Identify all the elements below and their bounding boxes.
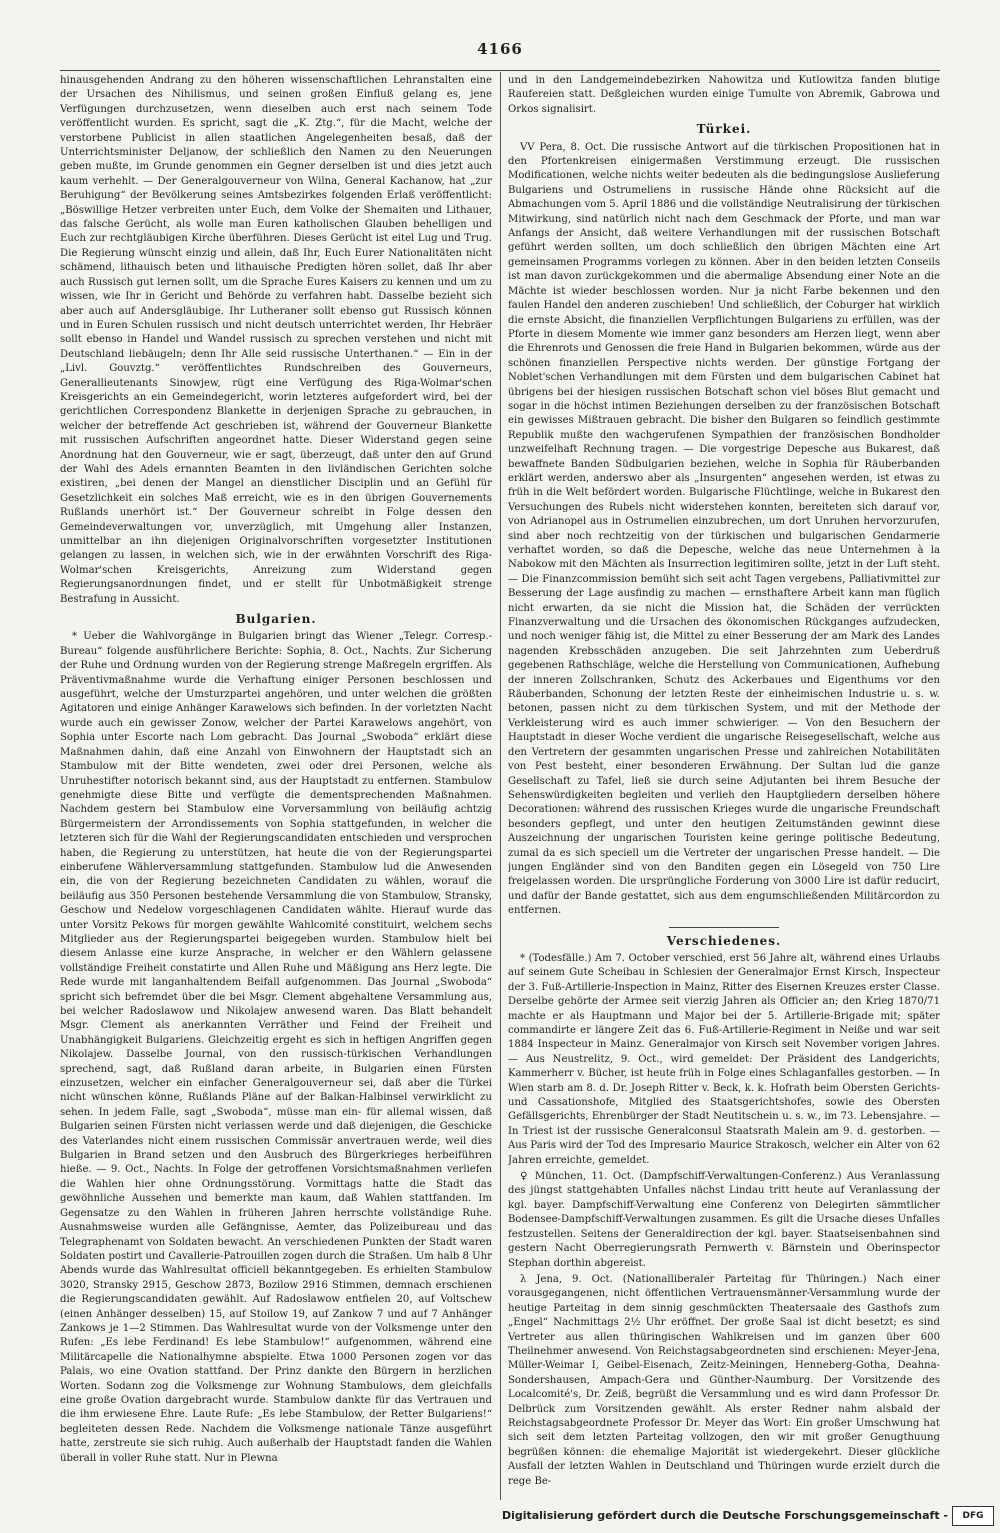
top-rule — [60, 70, 940, 71]
article-paragraph: hinausgehenden Andrang zu den höheren wissenschaftlichen Lehranstalten eine der Ursachen des Nihilismus, und seinen großen Einfluß gelang es, jene Verfügungen durchzusetzen, wenn dieselben auch erst nach seinem Tode veröffentlicht wurden. Es spricht, sagt die „K. Ztg.“, für die Macht, welche der verstorbene Publicist in allen staatlichen Angelegenheiten besaß, daß der Unterrichtsminister Deljanow, der schließlich den Namen zu den Neuerungen geben mußte, im Grunde genommen ein Gegner derselben ist und dies jetzt auch kaum verhehlt. — Der Generalgouverneur von Wilna, General Kachanow, hat „zur Beruhigung“ der Bevölkerung seines Amtsbezirkes folgenden Erlaß veröffentlicht: „Böswillige Hetzer verbreiten unter Euch, dem Volke der Shemaiten und Lithauer, das falsche Gerücht, als wolle man Euren katholischen Glauben behelligen und Euch zur rechtgläubigen Kirche überführen. Dieses Gerücht ist eitel Lug und Trug. Die Regierung wünscht einzig und allein, daß Ihr, Euch Eurer Nationalitäten nicht schämend, lithauisch beten und lithauische Predigten hören sollet, daß Ihr aber auch Russisch gut lernen sollt, um die Sprache Eures Kaisers zu kennen und um zu wissen, wie Ihr in Gericht und Behörde zu verfahren habt. Dasselbe bezieht sich aber auch auf Andersgläubige. Ihr Lutheraner sollt ebenso gut Russisch können und in Euren Schulen russisch und nicht deutsch unterrichtet werden, Ihr Hebräer sollt ebenso in Handel und Wandel russisch zu sprechen verstehen und nicht mit Deutschland liebäugeln; denn Ihr Alle seid russische Unterthanen.“ — Ein in der „Livl. Gouvztg.“ veröffentlichtes Rundschreiben des Gouverneurs, Generallieutenants Sinowjew, rügt eine Verfügung des Riga-Wolmar'schen Kreisgerichts an ein Gemeindegericht, worin letzteres aufgefordert wird, bei der gerichtlichen Correspondenz Blankette in derjenigen Sprache zu gebrauchen, in welcher der betreffende Act geschrieben ist, während der Gouverneur Blankette mit russischen Aufschriften angeordnet hatte. Dieser Widerstand gegen seine Anordnung hat den Gouverneur, wie er sagt, überzeugt, daß unter den auf Grund der Wahl des Adels ernannten Beamten in den livländischen Gerichten solche existiren, „bei denen der Mangel an dienstlicher Disciplin und an Gefühl für Gesetzlichkeit ein solches Maß erreicht, wie es in den übrigen Gouvernements Rußlands unerhört ist.“ Der Gouverneur schreibt in Folge dessen den Gemeindeverwaltungen vor, unverzüglich, mit Umgehung aller Instanzen, unmittelbar an ihn diejenigen Originalvorschriften vorgesetzter Institutionen gelangen zu lassen, in welchen sich, wie in der erwähnten Vorschrift des Riga-Wolmar'schen Kreisgerichts, Anreizung zum Widerstand gegen Regierungsanordnungen findet, und er stellt für Unbotmäßigkeit strenge Bestrafung in Aussicht. — [60, 75, 492, 605]
section-heading-turkey: Türkei. — [696, 122, 752, 137]
section-heading-misc: Verschiedenes. — [666, 933, 782, 948]
article-paragraph: ♀ München, 11. Oct. (Dampfschiff-Verwaltungen-Conferenz.) Aus Veranlassung des jüngst stattgehabten Unfalles nächst Lindau tritt heute auf Veranlassung der kgl. bayer. Dampfschiff-Verwaltung eine Conferenz von Delegirten sämmtlicher Bodensee-Dampfschiff-Verwaltungen zusammen. Es gilt die Ursache dieses Unfalles festzustellen. Seitens der Generaldirection der kgl. bayer. Staatseisenbahnen sind gestern Nacht Oberregierungsrath Pernwerth v. Bärnstein und Oberinspector Stephan dorthin abgereist. — [508, 1171, 940, 1269]
left-column — [60, 74, 492, 1498]
footer-credit: Digitalisierung gefördert durch die Deutsche Forschungsgemeinschaft - — [501, 1509, 948, 1522]
dfg-logo: DFG — [952, 1506, 994, 1526]
article-paragraph: und in den Landgemeindebezirken Nahowitza und Kutlowitza fanden blutige Raufereien statt. Deßgleichen wurden einige Tumulte von Abremik, Gabrowa und Orkos signalisirt. — [508, 75, 940, 115]
column-divider — [500, 72, 501, 1500]
right-column — [508, 74, 940, 1498]
article-paragraph: * (Todesfälle.) Am 7. October verschied, erst 56 Jahre alt, während eines Urlaubs auf seinem Gute Scheibau in Schlesien der Generalmajor Ernst Kirsch, Inspecteur der 3. Fuß-Artillerie-Inspection in Mainz, Ritter des Eisernen Kreuzes erster Classe. Derselbe gehörte der Armee seit vierzig Jahren als Officier an; den Krieg 1870/71 machte er als Hauptmann und Major bei der 5. Artillerie-Brigade mit; später commandirte er längere Zeit das 6. Fuß-Artillerie-Regiment in Neiße und war seit 1884 Inspecteur in Mainz. Generalmajor von Kirsch seit November vorigen Jahres. — Aus Neustrelitz, 9. Oct., wird gemeldet: Der Präsident des Landgerichts, Kammerherr v. Bücher, ist heute früh in Folge eines Schlaganfalles gestorben. — In Wien starb am 8. d. Dr. Joseph Ritter v. Beck, k. k. Hofrath beim Obersten Gerichts- und Cassationshofe, Mitglied des Staatsgerichtshofes, sowie des Obersten Gefällsgerichts, Ehrenbürger der Stadt Neutitschein u. s. w., im 73. Lebensjahre. — In Triest ist der russische Generalconsul Staatsrath Malein am 9. d. gestorben. — Aus Paris wird der Tod des Impresario Maurice Strakosch, welcher ein Alter von 62 Jahren erreichte, gemeldet. — [508, 952, 940, 1166]
article-paragraph: VV Pera, 8. Oct. Die russische Antwort auf die türkischen Propositionen hat in den Pfortenkreisen einigermaßen Verstimmung erzeugt. Die russischen Modificationen, welche nichts weiter bedeuten als die bedingungslose Auslieferung Bulgariens und Ostrumeliens in russische Hände ohne Rücksicht auf die Abmachungen vom 5. April 1886 und die vollständige Neutralisirung der türkischen Mitwirkung, sind natürlich nicht nach dem Geschmack der Pforte, und man war Anfangs der Ansicht, daß weitere Verhandlungen mit der russischen Botschaft geführt werden sollten, um doch schließlich den übrigen Mächten eine Art gemeinsamen Programms vorlegen zu können. Aber in den beiden letzten Conseils ist man davon zurückgekommen und die abermalige Absendung einer Note an die Mächte ist wieder beschlossen worden. Nur ja nicht Farbe bekennen und den faulen Handel den anderen zuschieben! Und schließlich, der Coburger hat wirklich die ernste Absicht, die finanziellen Verpflichtungen Bulgariens zu erfüllen, was der Pforte in diesem Momente wie immer ganz besonders am Herzen liegt, wenn aber die Ehrenrots und Genossen die freie Hand in Bulgarien bekommen, würde aus der schönen finanziellen Perspective nichts werden. Der günstige Fortgang der Noblet'schen Verhandlungen mit dem Fürsten und dem bulgarischen Cabinet hat übrigens bei der hiesigen russischen Botschaft schon viel böses Blut gemacht und sogar in die höchst intimen Beziehungen derselben zu der französischen Botschaft ein gewisses Mißtrauen gebracht. Die bisher den Bulgaren so feindlich gestimmte Republik mußte den wachgerufenen Sympathien der französischen Bondholder unzweifelhaft Rechnung tragen. — Die vorgestrige Depesche aus Bukarest, daß bewaffnete Banden Südbulgarien beziehen, welche in Sophia für Räuberbanden erklärt werden, anderswo aber als „Insurgenten“ angesehen werden, ist etwas zu früh in die Welt befördert worden. Bulgarische Flüchtlinge, welche in Bukarest den Versuchungen des Rubels nicht widerstehen konnten, bereiteten sich darauf vor, von Adrianopel aus in Ostrumelien einzubrechen, um dort Unruhen hervorzurufen, sind aber noch rechtzeitig von der türkischen und bulgarischen Gendarmerie verhaftet worden, so daß die Depesche, welche das neue Unternehmen à la Nabokow mit den Mächten als Insurrection legitimiren sollte, jetzt in der Luft steht. — Die Finanzcommission bemüht sich seit acht Tagen vergebens, Palliativmittel zur Besserung der Lage ausfindig zu machen — ernsthaftere Arbeit kann man füglich nicht erwarten, da sie nicht die Mission hat, die Schäden der verrückten Finanzverwaltung und die Ursachen des ökonomischen Rückganges aufzudecken, und noch weniger fähig ist, die Mittel zu einer Besserung der am Mark des Landes nagenden Krebsschäden anzugeben. Die seit Jahrzehnten zum Ueberdruß gegebenen Rathschläge, welche die Herstellung von Communicationen, Aufhebung der inneren Zollschranken, Schutz des Ackerbaues und Eigenthums vor den Räuberbanden, Schonung der letzten Reste der einheimischen Industrie u. s. w. betonen, passen nicht zu dem türkischen System, und mit der Methode der Verkleisterung wird es auch immer schwieriger. — Von den Besuchern der Hauptstadt in dieser Woche verdient die ungarische Reisegesellschaft, welche aus den Vertretern der gesammten ungarischen Presse und zahlreichen Notabilitäten von Pest besteht, einer besonderen Erwähnung. Der Sultan lud die ganze Gesellschaft zu Tafel, ließ sie durch seine Adjutanten bei ihrem Besuche der Sehenswürdigkeiten begleiten und verlieh den Hauptgliedern derselben höhere Decorationen: während des russischen Krieges wurde die ungarische Freundschaft besonders gepflegt, und unter den heutigen Zeitumständen gewinnt diese Auszeichnung der ungarischen Touristen keine geringe politische Bedeutung, zumal da es sich speciell um die Vertreter der ungarischen Presse handelt. — Die jungen Engländer sind von den Banditen gegen ein Lösegeld von 750 Lire freigelassen worden. Die ursprüngliche Forderung von 3000 Lire ist dafür reducirt, und dafür der Bande gestattet, sich aus dem engumschließenden Militärcordon zu entfernen. — [508, 141, 940, 917]
page-number: 4166 — [477, 40, 523, 58]
footer — [0, 1503, 1000, 1529]
article-paragraph: λ Jena, 9. Oct. (Nationalliberaler Parteitag für Thüringen.) Nach einer vorausgegangenen, nicht öffentlichen Vertrauensmänner-Versammlung wurde der heutige Parteitag in dem sinnig geschmückten Theatersaale des Gasthofs zum „Engel“ Nachmittags 2½ Uhr eröffnet. Der große Saal ist dicht besetzt; es sind Vertreter aus allen thüringischen Wahlkreisen und im ganzen über 600 Theilnehmer anwesend. Von Reichstagsabgeordneten sind erschienen: Meyer-Jena, Müller-Weimar I, Geibel-Eisenach, Zeitz-Meiningen, Henneberg-Gotha, Deahna-Sondershausen, Ampach-Gera und Günther-Naumburg. Der Vorsitzende des Localcomité's, Dr. Zeiß, begrüßt die Versammlung und es wird dann Professor Dr. Delbrück zum Vorsitzenden gewählt. Als erster Redner nahm alsbald der Reichstagsabgeordnete Professor Dr. Meyer das Wort: Ein großer Umschwung hat sich seit dem letzten Parteitag vollzogen, den wir mit großer Genugthuung begrüßen können: die ehemalige Majorität ist wiedergekehrt. Dieser glückliche Ausfall der letzten Wahlen in Deutschland und Thüringen wurde erzielt durch die rege Be- — [508, 1273, 940, 1487]
article-paragraph: * Ueber die Wahlvorgänge in Bulgarien bringt das Wiener „Telegr. Corresp.-Bureau“ folgende ausführlichere Berichte: Sophia, 8. Oct., Nachts. Zur Sicherung der Ruhe und Ordnung wurden von der Regierung strenge Maßregeln ergriffen. Als Präventivmaßnahme wurde die Verhaftung einiger Personen beschlossen und ausgeführt, welche der Umsturzpartei angehören, und unter welchen die größten Agitatoren und einige Anhänger Karawelows sich befinden. In der vorletzten Nacht wurde auch ein gewisser Zonow, welcher der Partei Karawelows angehört, von Sophia unter Escorte nach Lom gebracht. Das Journal „Swoboda“ erklärt diese Maßnahmen dahin, daß eine Anzahl von Einwohnern der Hauptstadt sich an Stambulow mit der Bitte wendeten, zwei oder drei Personen, welche als Unruhestifter notorisch bekannt sind, aus der Hauptstadt zu entfernen. Stambulow genehmigte diese Bitte und verfügte die dementsprechenden Maßnahmen. Nachdem gestern bei Stambulow eine Vorversammlung von beiläufig achtzig Bürgermeistern der Arrondissements von Sophia stattgefunden, in welcher die letzteren sich für die Wahl der Regierungscandidaten entschieden und versprochen haben, die Regierung zu unterstützen, hat heute die von der Regierungspartei einberufene Wählerversammlung stattgefunden. Stambulow lud die Anwesenden ein, die von der Regierung bezeichneten Candidaten zu wählen, worauf die beiläufig aus 350 Personen bestehende Versammlung die von Stambulow, Stransky, Geschow und Nedelow vorgeschlagenen Candidaten wählte. Hierauf wurde das unter Vorsitz Pekows für morgen gewählte Wahlcomité constituirt, welchem sechs Mitglieder aus der Regierungspartei beigegeben wurden. Stambulow hielt bei diesem Anlasse eine kurze Ansprache, in welcher er den Wählern gelassene vollständige Freiheit constatirte und Allen Ruhe und Mäßigung ans Herz legte. Die Rede wurde mit langanhaltendem Beifall aufgenommen. Das Journal „Swoboda“ spricht sich befremdet über die bei Msgr. Clement abgehaltene Versammlung aus, bei welcher Radoslawow und Nikolajew anwesend waren. Das Blatt behandelt Msgr. Clement als anerkannten Verräther und Feind der Freiheit und Unabhängigkeit Bulgariens. Gleichzeitig ergeht es sich in heftigen Angriffen gegen Nikolajew. Dasselbe Journal, von den russisch-türkischen Verhandlungen sprechend, sagt, daß Rußland daran arbeite, in Bulgarien einen Fürsten einzusetzen, welcher ein einfacher Generalgouverneur sei, daß aber die Türkei nicht wünschen könne, Rußlands Pläne auf der Balkan-Halbinsel verwirklicht zu sehen. In jedem Falle, sagt „Swoboda“, müsse man ein- für allemal wissen, daß Bulgarien seinen Fürsten nicht verlassen werde und daß diejenigen, die Geschicke des Vaterlandes nicht einem russischen Commissär anvertrauen werde, weil dies Bulgarien in Brand setzen und den Ausbruch des Bürgerkrieges herbeiführen hieße. — 9. Oct., Nachts. In Folge der getroffenen Vorsichtsmaßnahmen verliefen die Wahlen hier ohne Ordnungsstörung. Vormittags hatte die Stadt das gewöhnliche Aussehen und bemerkte man kaum, daß Wahlen stattfanden. Im Gegensatze zu den Wahlen in früheren Jahren herrschte vollständige Ruhe. Ausnahmsweise wurden alle Gefängnisse, Aemter, das Polizeibureau und das Telegraphenamt von Soldaten bewacht. An verschiedenen Punkten der Stadt waren Soldaten postirt und Cavallerie-Patrouillen zogen durch die Straßen. Um halb 8 Uhr Abends wurde das Wahlresultat officiell bekanntgegeben. Es erhielten Stambulow 3020, Stransky 2915, Geschow 2873, Bozilow 2916 Stimmen, demnach erschienen die Regierungscandidaten gewählt. Auf Radoslawow entfielen 20, auf Voltschew (einen Anhänger desselben) 15, auf Stoilow 19, auf Zankow 7 und auf 7 Anhänger Zankows je 1—2 Stimmen. Das Wahlresultat wurde von der Volksmenge unter den Rufen: „Es lebe Ferdinand! Es lebe Stambulow!“ aufgenommen, während eine Militärcapelle die Nationalhymne abspielte. Etwa 1000 Personen zogen vor das Palais, wo eine Ovation stattfand. Der Prinz dankte den Bürgern in herzlichen Worten. Sodann zog die Volksmenge zur Wohnung Stambulows, dem gleichfalls eine große Ovation dargebracht wurde. Stambulow dankte für das Vertrauen und die ihm erwiesene Ehre. Laute Rufe: „Es lebe Stambulow, der Retter Bulgariens!“ begleiteten dessen Rede. Nachdem die Volksmenge nationale Tänze ausgeführt hatte, zerstreute sie sich ruhig. Auch außerhalb der Hauptstadt fanden die Wahlen überall in voller Ruhe statt. Nur in Plewna — [60, 631, 492, 1464]
section-divider — [669, 927, 779, 928]
section-heading-bulgaria: Bulgarien. — [235, 612, 317, 627]
